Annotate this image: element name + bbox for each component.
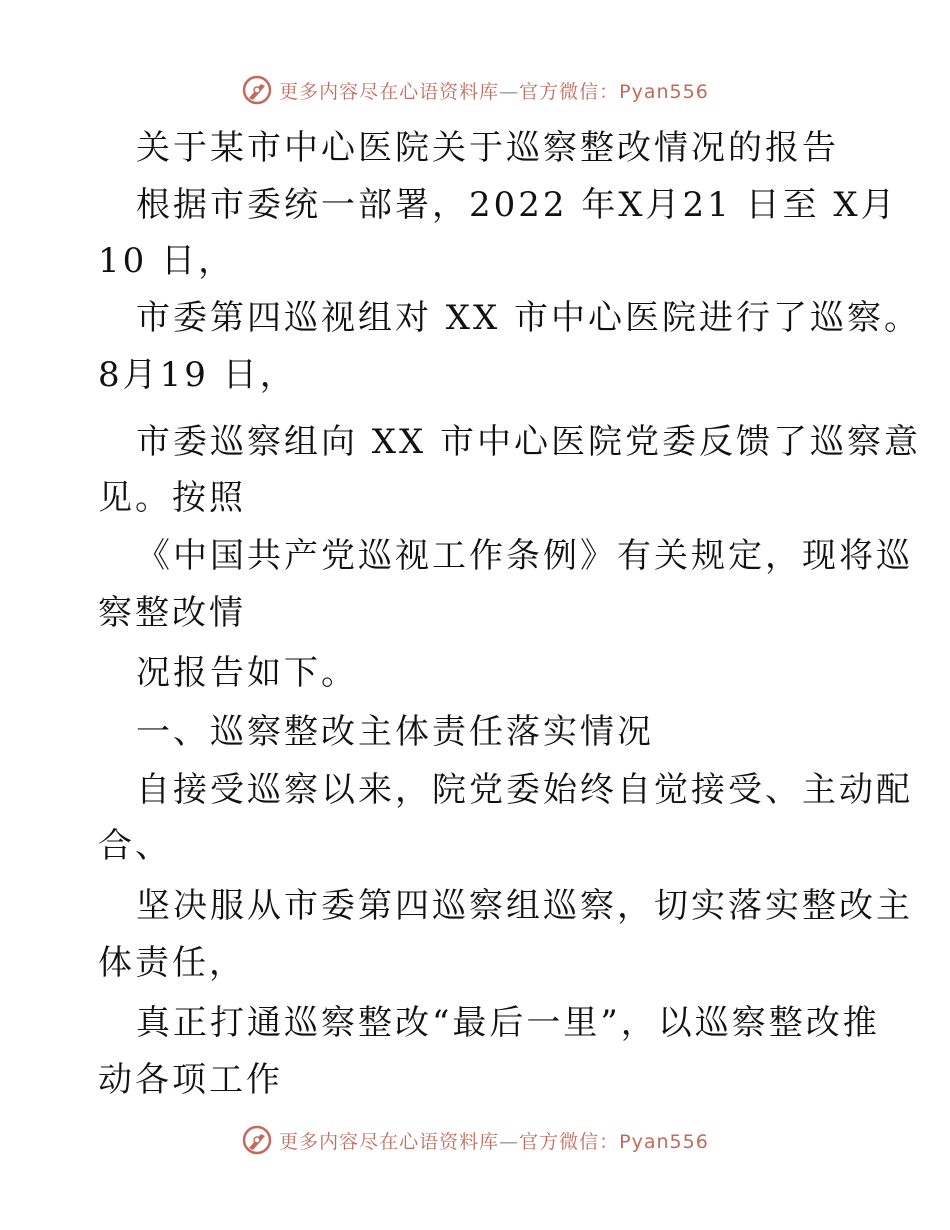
paragraph-line: 动各项工作 xyxy=(98,1060,283,1100)
paragraph-line: 10 日， xyxy=(98,241,236,281)
paragraph-line: 真正打通巡察整改“最后一里”，以巡察整改推 xyxy=(136,1003,880,1043)
banner-title: 更多内容尽在心语资料库 xyxy=(279,1130,500,1153)
paragraph-line: 见。按照 xyxy=(98,478,246,518)
paragraph-line: 察整改情 xyxy=(98,593,246,633)
banner-wechat: 官方微信：Pyan556 xyxy=(519,1130,709,1153)
banner-separator: — xyxy=(499,1130,520,1153)
banner-text xyxy=(279,1127,709,1154)
paragraph-line: 体责任， xyxy=(98,943,246,983)
paragraph-line: 合、 xyxy=(98,826,172,866)
document-title: 关于某市中心医院关于巡察整改情况的报告 xyxy=(136,128,839,168)
paragraph-line: 市委第四巡视组对 XX 市中心医院进行了巡察。 xyxy=(136,298,922,338)
paragraph-line: 根据市委统一部署，2022 年X月21 日至 X月 xyxy=(136,185,898,225)
footer-banner xyxy=(0,1120,950,1160)
banner-wechat: 官方微信：Pyan556 xyxy=(519,80,709,103)
paragraph-line: 8月19 日， xyxy=(98,355,297,395)
pen-logo-icon xyxy=(241,1124,273,1156)
section-heading: 一、巡察整改主体责任落实情况 xyxy=(136,712,654,752)
banner-separator: — xyxy=(499,80,520,103)
paragraph-line: 市委巡察组向 XX 市中心医院党委反馈了巡察意 xyxy=(136,422,922,462)
paragraph-line: 自接受巡察以来，院党委始终自觉接受、主动配 xyxy=(136,770,913,810)
paragraph-line: 况报告如下。 xyxy=(136,653,358,693)
banner-title: 更多内容尽在心语资料库 xyxy=(279,80,500,103)
paragraph-line: 《中国共产党巡视工作条例》有关规定，现将巡 xyxy=(136,536,913,576)
paragraph-line: 坚决服从市委第四巡察组巡察，切实落实整改主 xyxy=(136,886,913,926)
